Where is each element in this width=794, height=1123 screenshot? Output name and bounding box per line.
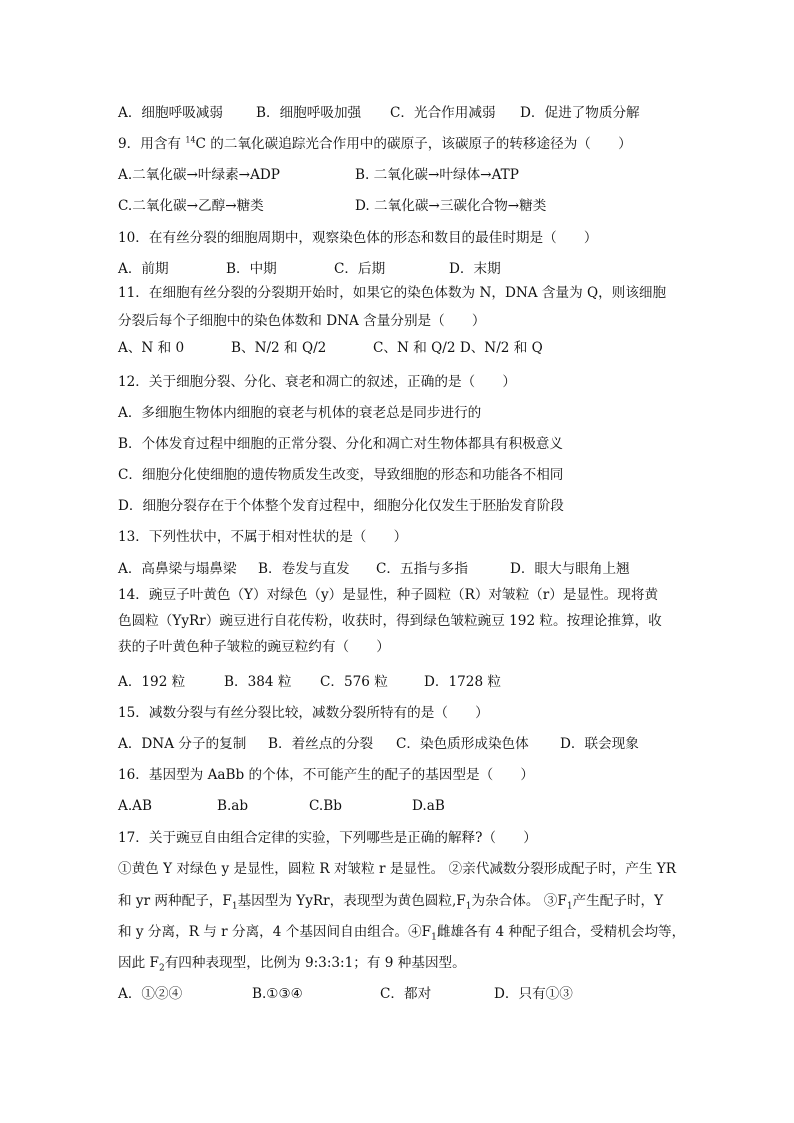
q12-option-c: C．细胞分化使细胞的遗传物质发生改变，导致细胞的形态和功能各不相同 bbox=[118, 467, 564, 483]
q12-option-b: B．个体发育过程中细胞的正常分裂、分化和凋亡对生物体都具有积极意义 bbox=[118, 436, 563, 452]
q12-option-d: D．细胞分裂存在于个体整个发育过程中，细胞分化仅发生于胚胎发育阶段 bbox=[118, 498, 564, 514]
q11-stem-line1: 11．在细胞有丝分裂的分裂期开始时，如果它的染色体数为 N，DNA 含量为 Q，则该细胞 bbox=[118, 285, 667, 301]
q12-option-a: A．多细胞生物体内细胞的衰老与机体的衰老总是同步进行的 bbox=[118, 405, 482, 421]
q13-option-d: D．眼大与眼角上翘 bbox=[510, 561, 630, 577]
q14-stem-line2: 色圆粒（YyRr）豌豆进行自花传粉，收获时，得到绿色皱粒豌豆 192 粒。按理论推算，收 bbox=[118, 613, 662, 629]
q13-option-c: C．五指与多指 bbox=[376, 561, 468, 577]
q10-option-d: D．末期 bbox=[449, 261, 501, 277]
q9-option-b: B. 二氧化碳→叶绿体→ATP bbox=[355, 167, 519, 183]
q8-option-c: C．光合作用减弱 bbox=[390, 105, 496, 121]
q9-option-c: C.二氧化碳→乙醇→糖类 bbox=[118, 198, 264, 214]
q14-option-b: B．384 粒 bbox=[224, 674, 292, 690]
q17-option-a: A．①②④ bbox=[118, 986, 183, 1002]
q14-option-d: D．1728 粒 bbox=[424, 674, 502, 690]
q9-option-d: D. 二氧化碳→三碳化合物→糖类 bbox=[355, 198, 547, 214]
q17-option-b: B.①③④ bbox=[252, 986, 303, 1002]
q10-option-b: B．中期 bbox=[226, 261, 277, 277]
q15-option-b: B．着丝点的分裂 bbox=[268, 736, 374, 752]
q11-stem-line2: 分裂后每个子细胞中的染色体数和 DNA 含量分别是（ ） bbox=[118, 313, 486, 329]
q9-stem: 9．用含有 $^{14}$C 的二氧化碳追踪光合作用中的碳原子，该碳原子的转移途径为（ ） bbox=[118, 135, 632, 152]
q17-option-d: D．只有①③ bbox=[494, 986, 573, 1002]
q10-stem: 10．在有丝分裂的细胞周期中，观察染色体的形态和数目的最佳时期是（ ） bbox=[118, 230, 598, 246]
q17-stem: 17．关于豌豆自由组合定律的实验，下列哪些是正确的解释?（ ） bbox=[118, 830, 537, 846]
q13-option-a: A．高鼻梁与塌鼻梁 bbox=[118, 561, 237, 577]
q16-option-a: A.AB bbox=[118, 798, 152, 814]
q14-option-c: C．576 粒 bbox=[320, 674, 388, 690]
q12-stem: 12．关于细胞分裂、分化、衰老和凋亡的叙述，正确的是（ ） bbox=[118, 374, 516, 390]
q17-statement-line2: 和 yr 两种配子，$F_1$基因型为 YyRr，表现型为黄色圆粒$,F_1$为杂合体。 $③F_1$产生配子时，Y bbox=[118, 893, 664, 912]
q13-stem: 13．下列性状中，不属于相对性状的是（ ） bbox=[118, 529, 408, 545]
q9-option-a: A.二氧化碳→叶绿素→ADP bbox=[118, 167, 280, 183]
q14-option-a: A．192 粒 bbox=[118, 674, 186, 690]
q17-option-c: C．都对 bbox=[380, 986, 432, 1002]
q13-option-b: B．卷发与直发 bbox=[258, 561, 350, 577]
q16-stem: 16．基因型为 AaBb 的个体，不可能产生的配子的基因型是（ ） bbox=[118, 767, 534, 783]
q11-option-b: B、N/2 和 Q/2 bbox=[231, 340, 327, 356]
q15-option-c: C．染色质形成染色体 bbox=[396, 736, 529, 752]
q16-option-c: C.Bb bbox=[309, 798, 342, 814]
q15-option-a: A．DNA 分子的复制 bbox=[118, 736, 247, 752]
q10-option-a: A．前期 bbox=[118, 261, 169, 277]
q11-option-a: A、N 和 0 bbox=[118, 340, 185, 356]
q16-option-b: B.ab bbox=[217, 798, 249, 814]
q17-statement-line3: 和 y 分离，R 与 r 分离，4 个基因间自由组合。$④F_1$雌雄各有 4 种配子组合，受精机会均等， bbox=[118, 924, 686, 943]
q16-option-d: D.aB bbox=[412, 798, 445, 814]
q14-stem-line1: 14．豌豆子叶黄色（Y）对绿色（y）是显性，种子圆粒（R）对皱粒（r）是显性。现将黄 bbox=[118, 587, 659, 603]
q14-stem-line3: 获的子叶黄色种子皱粒的豌豆粒约有（ ） bbox=[118, 639, 390, 655]
q17-statement-line1: ①黄色 Y 对绿色 y 是显性，圆粒 R 对皱粒 r 是显性。 ②亲代减数分裂形成配子时，产生 YR bbox=[118, 861, 676, 877]
q8-option-b: B．细胞呼吸加强 bbox=[256, 105, 362, 121]
q10-option-c: C．后期 bbox=[334, 261, 386, 277]
q15-option-d: D．联会现象 bbox=[560, 736, 639, 752]
q11-option-cd: C、N 和 Q/2 D、N/2 和 Q bbox=[373, 340, 543, 356]
q8-option-d: D．促进了物质分解 bbox=[520, 105, 640, 121]
q15-stem: 15．减数分裂与有丝分裂比较，减数分裂所特有的是（ ） bbox=[118, 705, 489, 721]
q8-option-a: A．细胞呼吸减弱 bbox=[118, 105, 223, 121]
q17-statement-line4: 因此 $F_2$有四种表现型，比例为 9:3:3:1；有 9 种基因型。 bbox=[118, 955, 466, 974]
